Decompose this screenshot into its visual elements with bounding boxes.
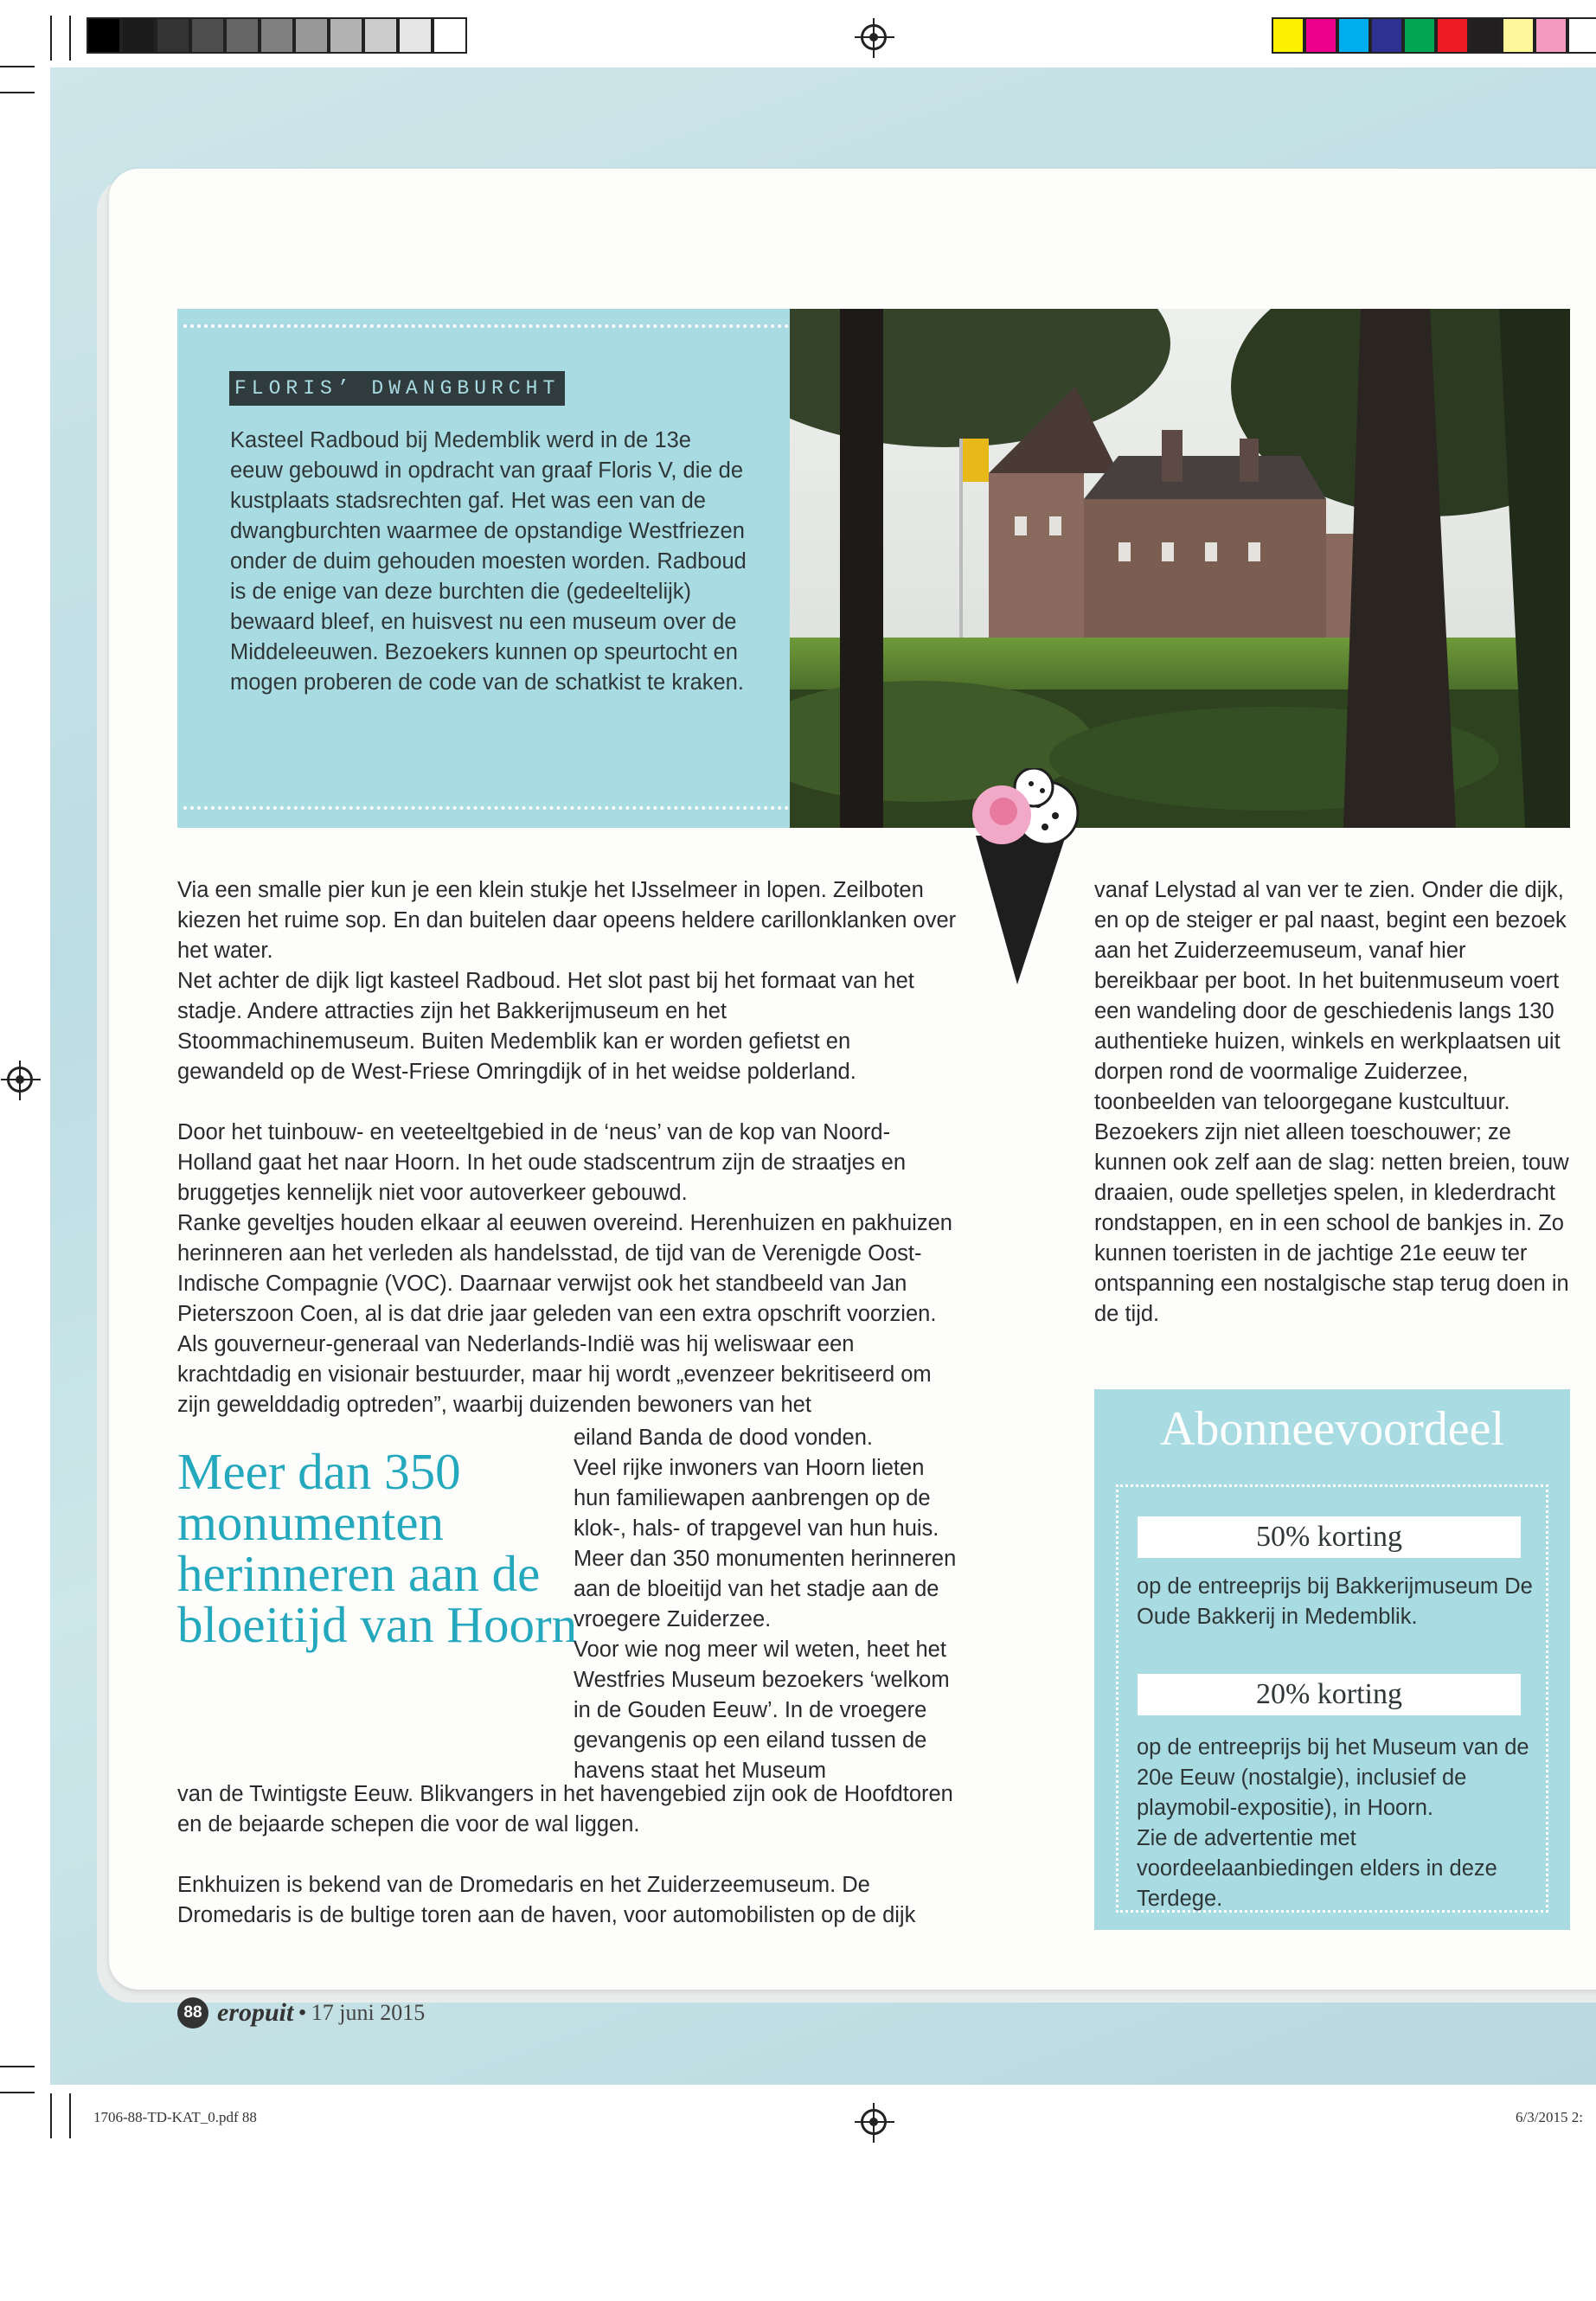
crop-mark (0, 2092, 35, 2093)
calibration-swatch (87, 17, 121, 54)
offer-label: 50% korting (1138, 1516, 1521, 1558)
issue-date: 17 juni 2015 (311, 2000, 426, 2025)
crop-mark (50, 16, 52, 61)
calibration-swatch (190, 17, 225, 54)
sidebar-body: Kasteel Radboud bij Medemblik werd in de 13e eeuw gebouwd in opdracht van graaf Floris V, die de kustplaats stadsrechten gaf. Het was een van de dwangburchten waarmee de opstandige Westfriezen onder de duim gehouden moesten worden. Radboud is de enige van deze burchten die (gedeeltelijk) bewaard bleef, en huisvest nu een museum over de Middeleeuwen. Bezoekers kunnen op speurtocht en mogen proberen de code van de schatkist te kraken. (230, 428, 747, 695)
sidebar-kicker: FLORIS’ DWANGBURCHT (229, 371, 565, 406)
page-number: 88 (177, 1997, 208, 2029)
paragraph: Via een smalle pier kun je een klein stukje het IJsselmeer in lopen. Zeilboten kiezen het ruime sop. En dan buitelen daar opeens heldere carillonklanken over het water. (177, 878, 957, 963)
paragraph: Door het tuinbouw- en veeteeltgebied in de ‘neus’ van de kop van Noord-Holland gaat het naar Hoorn. In het oude stadscentrum zijn de straatjes en bruggetjes kennelijk niet voor autoverkeer gebouwd. (177, 1120, 907, 1205)
calibration-swatch (1436, 17, 1469, 54)
subscriber-box-title: Abonneevoordeel (1159, 1402, 1505, 1456)
registration-mark-icon (861, 2109, 887, 2135)
calibration-swatch (433, 17, 467, 54)
paragraph: Voor wie nog meer wil weten, heet het Westfries Museum bezoekers ‘welkom in de Gouden Eeuw’. In de vroegere gevangenis op een eiland tussen de havens staat het Museum (574, 1638, 950, 1783)
calibration-swatch (1403, 17, 1436, 54)
article-wrap-column (574, 1423, 958, 1786)
magazine-logo: eropuit (217, 1998, 294, 2027)
calibration-swatch (329, 17, 363, 54)
crop-mark (0, 92, 35, 93)
castle-photo (790, 309, 1570, 828)
calibration-swatch (1567, 17, 1596, 54)
crop-mark (69, 16, 71, 61)
offer-label: 20% korting (1138, 1674, 1521, 1715)
paragraph: Meer dan 350 monumenten herinneren aan de bloeitijd van het stadje aan de vroegere Zuiderzee. (574, 1547, 957, 1631)
calibration-swatch (294, 17, 329, 54)
paragraph-spacer (177, 1087, 960, 1118)
paragraph: Ranke geveltjes houden elkaar al eeuwen overeind. Herenhuizen en pakhuizen herinneren aan het verleden als handelsstad, de tijd van de Verenigde Oost-Indische Compagnie (VOC). Daarnaar verwijst ook het standbeeld van Jan Pieterszoon Coen, al is dat drie jaar geleden van een extra opschrift voorzien. Als gouverneur-generaal van Nederlands-Indië was hij weliswaar een krachtdadig en visionair bestuurder, maar hij wordt „evenzeer bekritiseerd om zijn gewelddadig optreden”, waarbij duizenden bewoners van het (177, 1211, 952, 1417)
ice-cream-illustration (960, 768, 1081, 989)
paragraph: van de Twintigste Eeuw. Blikvangers in het havengebied zijn ook de Hoofdtoren en de bejaarde schepen die voor de wal liggen. (177, 1782, 953, 1836)
dotted-rule (183, 324, 789, 328)
dotted-rule (183, 806, 789, 810)
print-slug-timestamp: 6/3/2015 2: (1516, 2109, 1583, 2125)
crop-mark (0, 66, 35, 67)
folio-separator: • (298, 2001, 306, 2024)
calibration-swatch (1304, 17, 1337, 54)
pull-quote: Meer dan 350 monumenten herinneren aan de bloeitijd van Hoorn (177, 1443, 578, 1653)
crop-mark (0, 2066, 35, 2067)
registration-mark-icon (7, 1067, 33, 1093)
calibration-swatch (363, 17, 398, 54)
page-folio (177, 1997, 425, 2029)
paragraph: Net achter de dijk ligt kasteel Radboud. Het slot past bij het formaat van het stadje. Andere attracties zijn het Bakkerijmuseum en het Stoommachinemuseum. Buiten Medemblik kan er worden gefietst en gewandeld op de West-Friese Omringdijk of in het weidse polderland. (177, 969, 914, 1084)
calibration-swatch (1535, 17, 1567, 54)
crop-mark (69, 2093, 71, 2138)
calibration-swatch (260, 17, 294, 54)
registration-mark-icon (861, 24, 887, 50)
calibration-swatch (1272, 17, 1304, 54)
paragraph: Enkhuizen is bekend van de Dromedaris en het Zuiderzeemuseum. De Dromedaris is de bultige toren aan de haven, voor automobilisten op de dijk (177, 1873, 916, 1927)
article-column-3: vanaf Lelystad al van ver te zien. Onder die dijk, en op de steiger er pal naast, begint een bezoek aan het Zuiderzeemuseum, vanaf hier bereikbaar per boot. In het buitenmuseum voert een wandeling door de geschiedenis langs 130 authentieke huizen, winkels en werkplaatsen uit dorpen rond de voormalige Zuiderzee, toonbeelden van teloorgegane kustcultuur. Bezoekers zijn niet alleen toeschouwer; ze kunnen ook zelf aan de slag: netten breien, touw draaien, oude spelletjes spelen, in klederdracht rondstappen, en in een school de bankjes in. Zo kunnen toeristen in de jachtige 21e eeuw ter ontspanning een nostalgische stap terug doen in de tijd. (1094, 878, 1569, 1326)
calibration-swatch (1370, 17, 1403, 54)
calibration-swatch (121, 17, 156, 54)
calibration-swatch (1502, 17, 1535, 54)
offer-footnote: Zie de advertentie met voordeelaanbiedingen elders in deze Terdege. (1137, 1826, 1497, 1911)
article-bottom-text (177, 1779, 960, 1931)
offer-text: op de entreeprijs bij het Museum van de 20e Eeuw (nostalgie), inclusief de playmobil-expositie), in Hoorn. (1137, 1735, 1529, 1820)
calibration-swatch (225, 17, 260, 54)
calibration-swatch (398, 17, 433, 54)
calibration-swatch (156, 17, 190, 54)
paragraph: Veel rijke inwoners van Hoorn lieten hun familiewapen aanbrengen op de klok-, hals- of trapgevel van hun huis. (574, 1456, 939, 1541)
article-column-1 (177, 875, 960, 1420)
calibration-swatch (1337, 17, 1370, 54)
paragraph: eiland Banda de dood vonden. (574, 1426, 873, 1450)
calibration-swatch (1469, 17, 1502, 54)
paragraph-spacer (177, 1840, 960, 1870)
print-slug-file: 1706-88-TD-KAT_0.pdf 88 (93, 2109, 257, 2125)
offer-text: op de entreeprijs bij Bakkerijmuseum De Oude Bakkerij in Medemblik. (1137, 1574, 1533, 1629)
crop-mark (50, 2093, 52, 2138)
